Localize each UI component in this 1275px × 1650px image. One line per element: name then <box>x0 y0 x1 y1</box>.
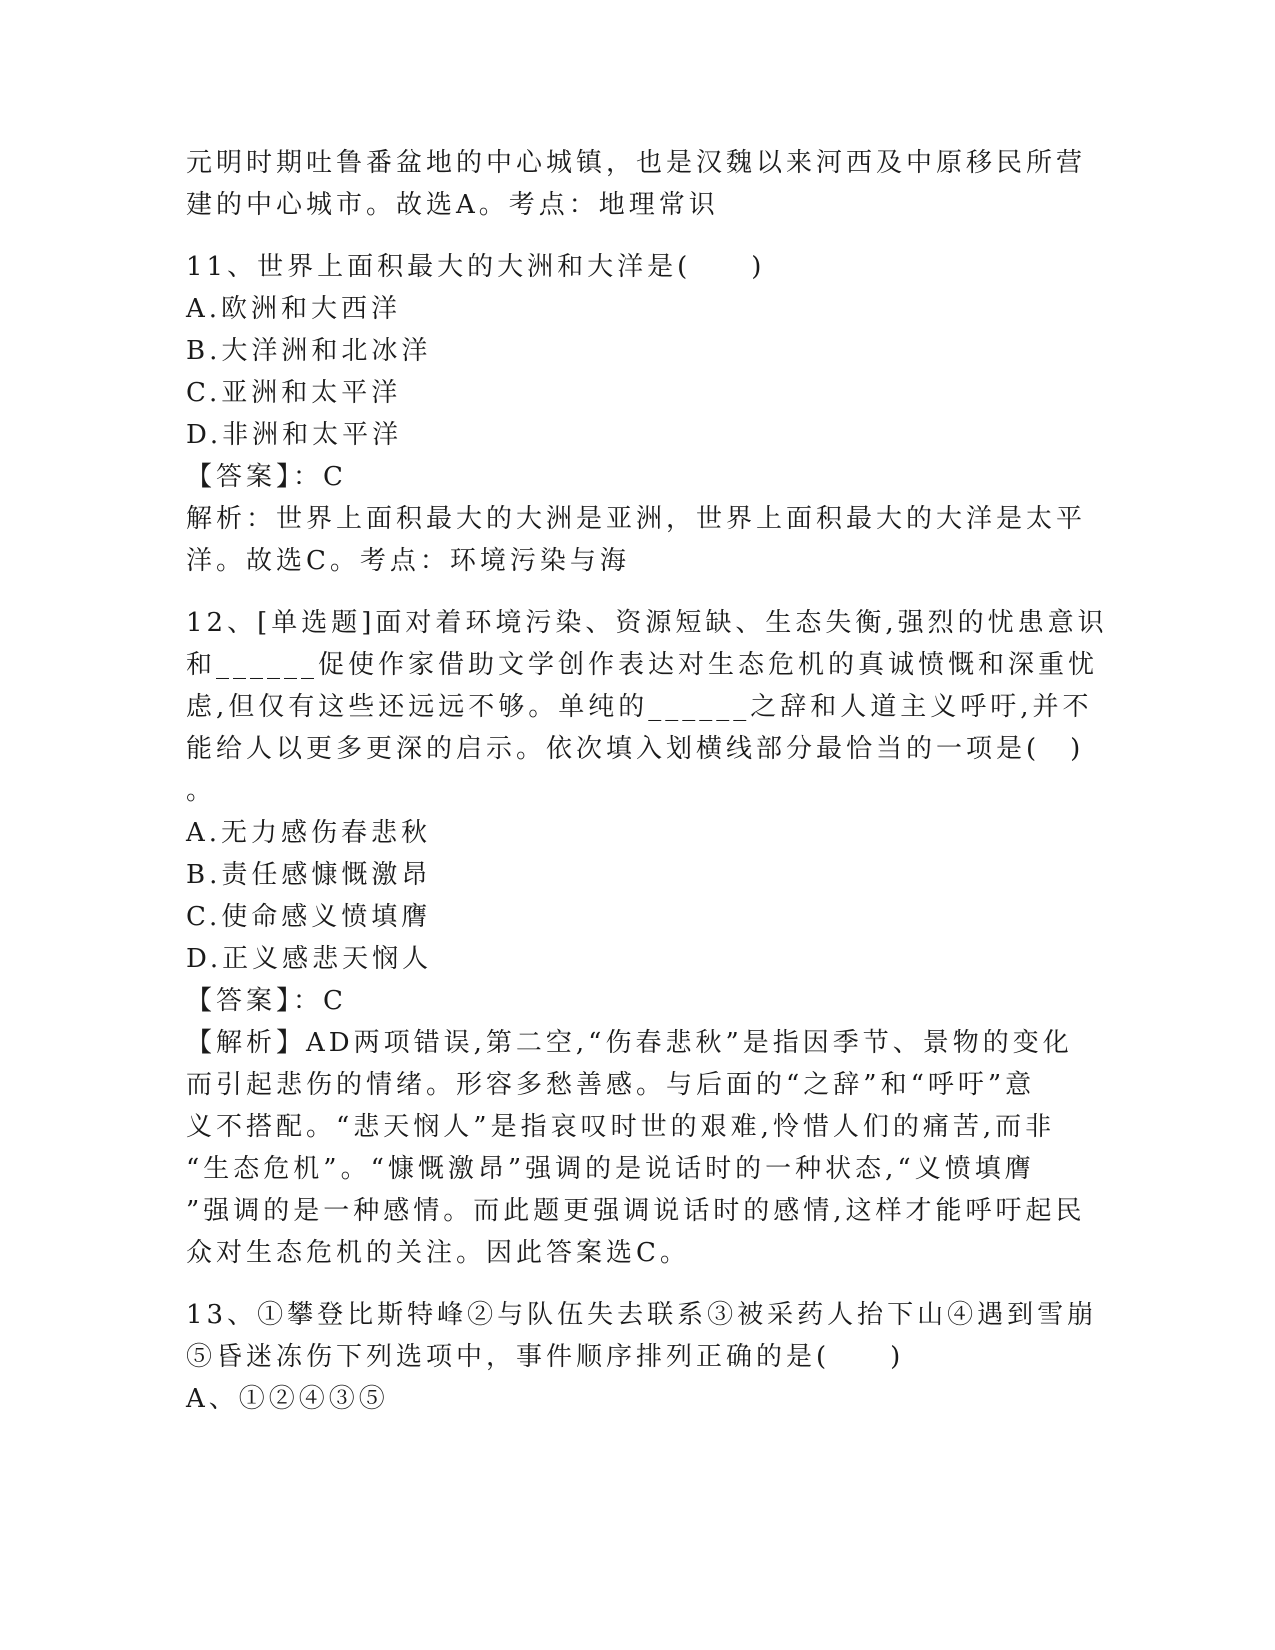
option-a: A.欧洲和大西洋 <box>186 294 402 324</box>
option-a: A、①②④③⑤ <box>186 1384 389 1414</box>
question-stem: ⑤昏迷冻伤下列选项中，事件顺序排列正确的是( ) <box>186 1342 905 1372</box>
intro-line: 元明时期吐鲁番盆地的中心城镇，也是汉魏以来河西及中原移民所营 <box>186 148 1087 178</box>
option-b: B.责任感慷慨激昂 <box>186 860 432 890</box>
question-stem: 12、[单选题]面对着环境污染、资源短缺、生态失衡,强烈的忧患意识 <box>186 608 1108 638</box>
intro-paragraph <box>186 142 1086 226</box>
question-11 <box>186 246 1086 582</box>
analysis-line: 义不搭配。“悲天悯人”是指哀叹时世的艰难,怜惜人们的痛苦,而非 <box>186 1112 1056 1142</box>
analysis-line: 解析：世界上面积最大的大洲是亚洲，世界上面积最大的大洋是太平 <box>186 504 1087 534</box>
option-c: C.亚洲和太平洋 <box>186 378 402 408</box>
option-d: D.正义感悲天悯人 <box>186 944 433 974</box>
option-a: A.无力感伤春悲秋 <box>186 818 432 848</box>
answer-line: 【答案】：C <box>186 986 347 1016</box>
intro-line: 建的中心城市。故选A。考点：地理常识 <box>186 190 719 220</box>
question-stem: 虑,但仅有这些还远远不够。单纯的______之辞和人道主义呼吁,并不 <box>186 692 1093 722</box>
analysis-line: 而引起悲伤的情绪。形容多愁善感。与后面的“之辞”和“呼吁”意 <box>186 1070 1036 1100</box>
question-stem: 。 <box>186 776 217 806</box>
analysis-line: 【解析】AD两项错误,第二空,“伤春悲秋”是指因季节、景物的变化 <box>186 1028 1073 1058</box>
analysis-line: 众对生态危机的关注。因此答案选C。 <box>186 1238 690 1268</box>
analysis-line: ”强调的是一种感情。而此题更强调说话时的感情,这样才能呼吁起民 <box>186 1196 1086 1226</box>
question-stem: 和______促使作家借助文学创作表达对生态危机的真诚愤慨和深重忧 <box>186 650 1099 680</box>
option-d: D.非洲和太平洋 <box>186 420 403 450</box>
option-b: B.大洋洲和北冰洋 <box>186 336 432 366</box>
question-stem: 能给人以更多更深的启示。依次填入划横线部分最恰当的一项是( ) <box>186 734 1085 764</box>
analysis-line: “生态危机”。“慷慨激昂”强调的是说话时的一种状态,“义愤填膺 <box>186 1154 1035 1184</box>
question-12 <box>186 602 1108 1274</box>
question-stem: 11、世界上面积最大的大洲和大洋是( ) <box>186 252 766 282</box>
document-page <box>186 142 1108 1420</box>
option-c: C.使命感义愤填膺 <box>186 902 432 932</box>
answer-line: 【答案】：C <box>186 462 347 492</box>
question-stem: 13、①攀登比斯特峰②与队伍失去联系③被采药人抬下山④遇到雪崩 <box>186 1300 1098 1330</box>
analysis-line: 洋。故选C。考点：环境污染与海 <box>186 546 630 576</box>
question-13 <box>186 1294 1098 1420</box>
